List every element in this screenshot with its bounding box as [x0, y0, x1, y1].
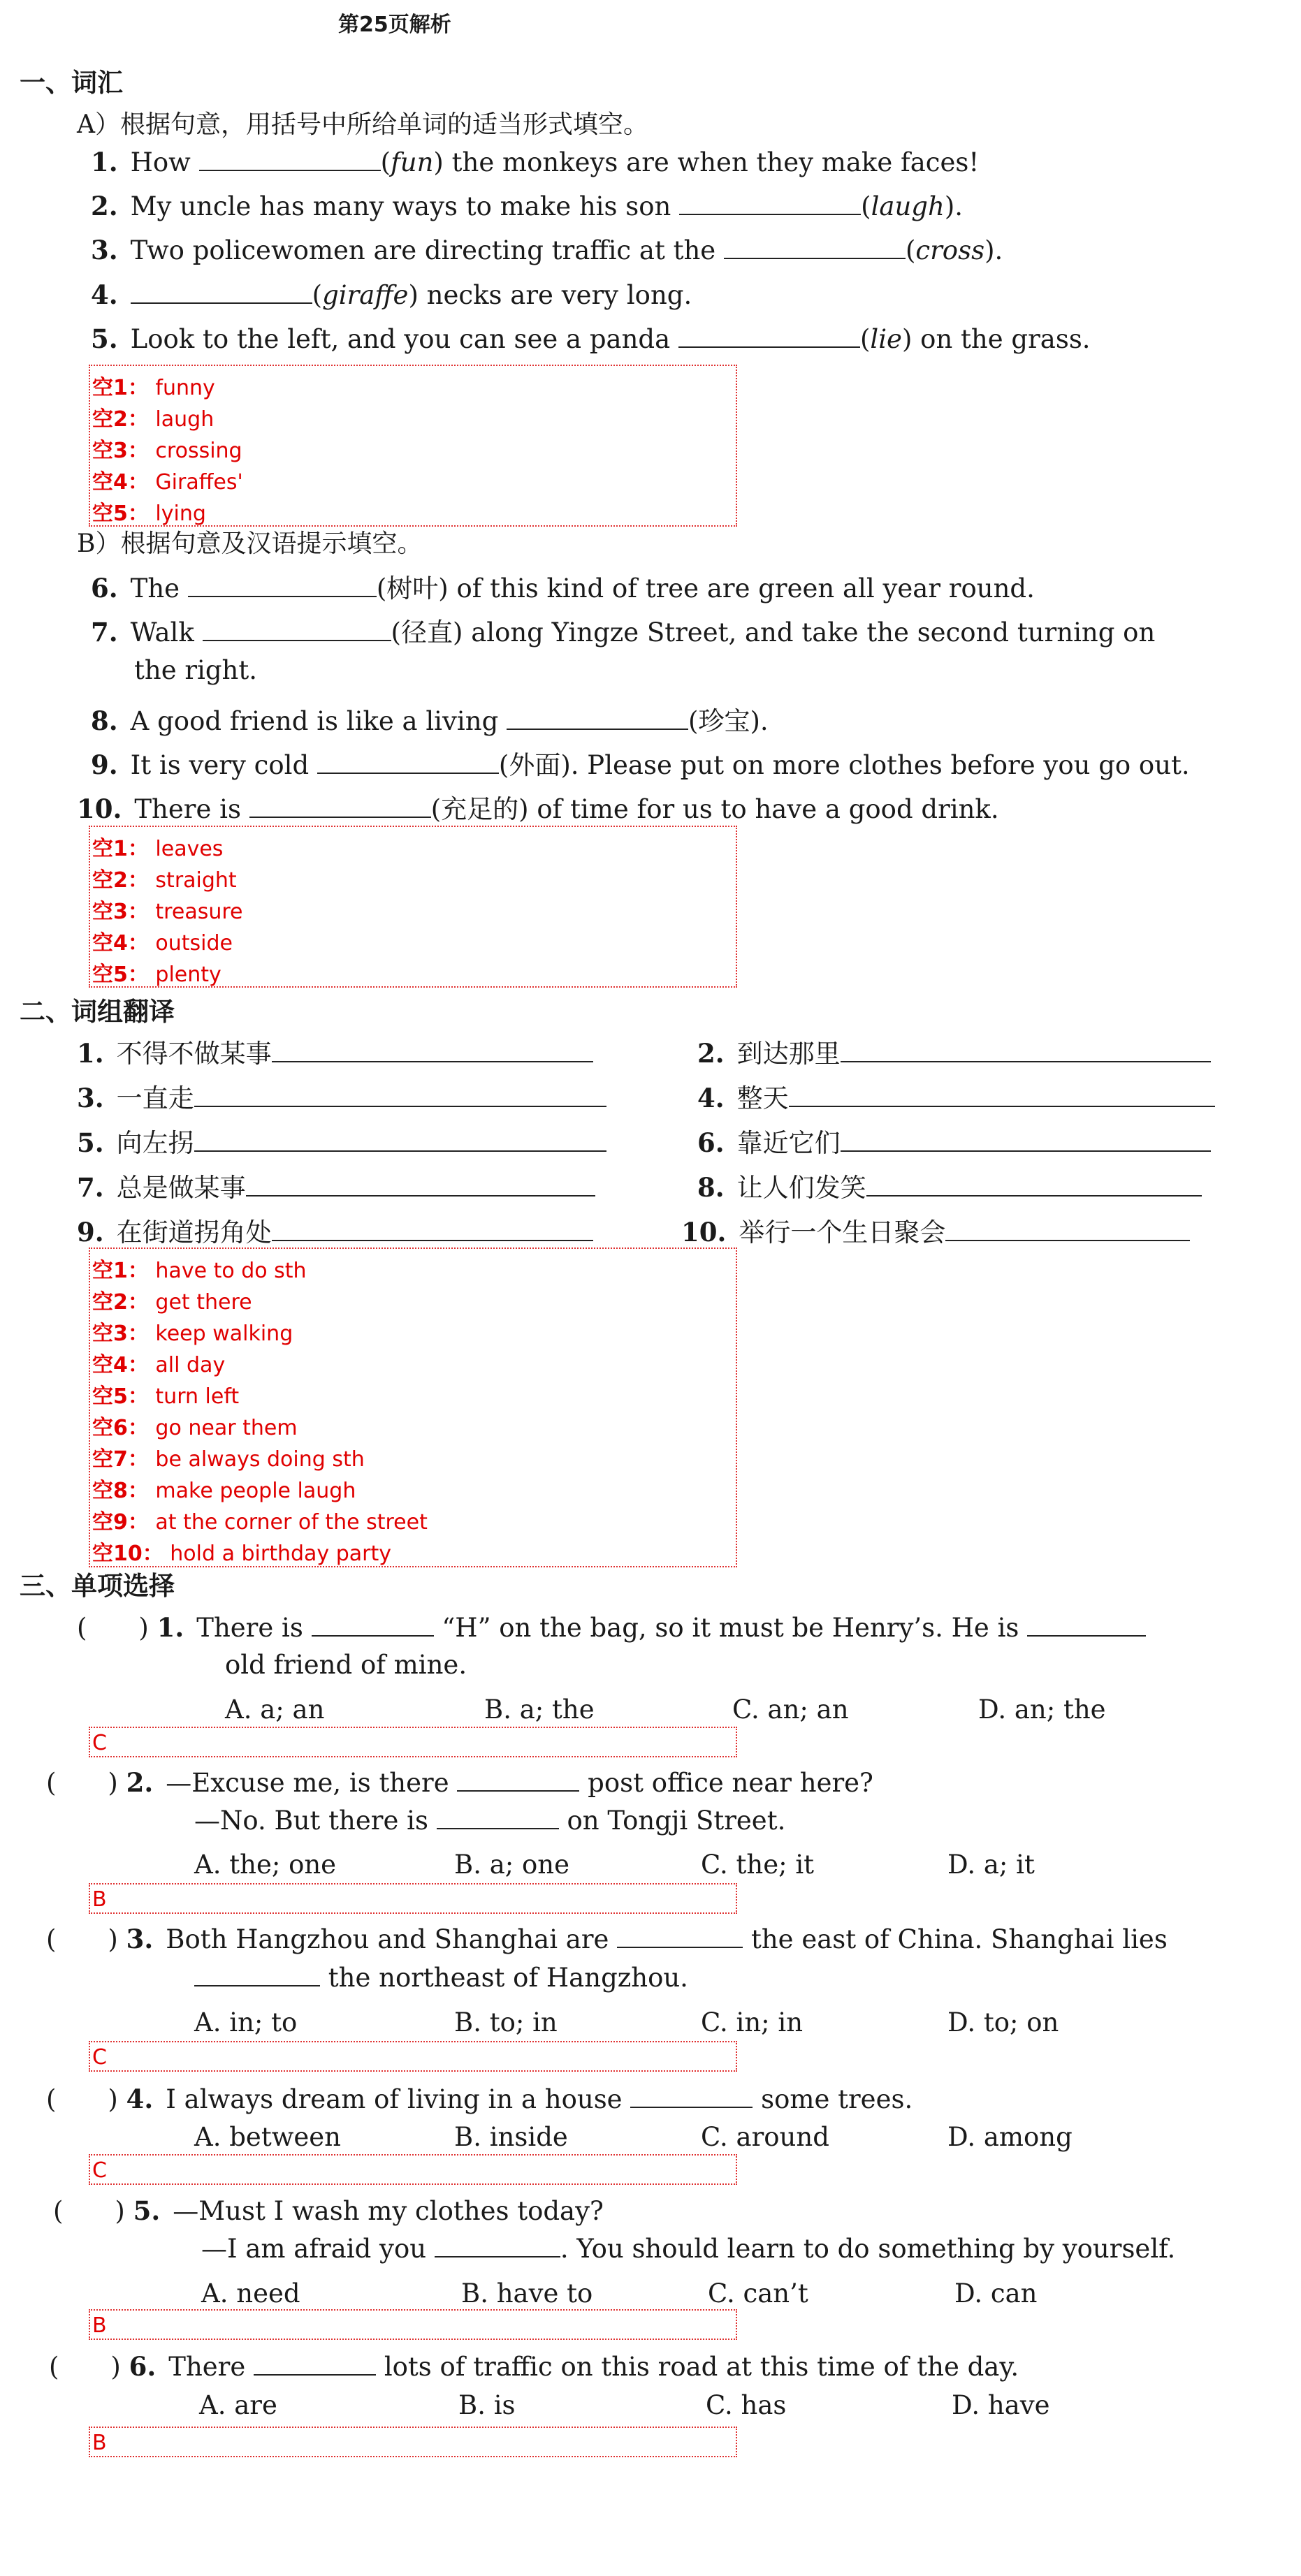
choice-answer-1: C	[92, 1731, 107, 1755]
answer-line: 空10： hold a birthday party	[92, 1542, 391, 1566]
choice-question-5: ( ) 5. —Must I wash my clothes today?	[53, 2195, 604, 2226]
phrase-item-4: 4. 整天	[697, 1077, 1215, 1115]
choice-question-6: ( ) 6. There lots of traffic on this road at this time of the day.	[49, 2351, 1019, 2382]
option: D. a; it	[947, 1850, 1035, 1880]
option: A. in; to	[194, 2007, 298, 2037]
choice-question-2-line2: —No. But there is on Tongji Street.	[194, 1806, 786, 1836]
section-title-phrase-translation: 二、词组翻译	[20, 997, 175, 1027]
question-1: 1. How (fun) the monkeys are when they make faces!	[91, 147, 980, 177]
choice-answer-3: C	[92, 2045, 107, 2070]
option: D. to; on	[947, 2007, 1059, 2037]
choice-question-4: ( ) 4. I always dream of living in a house some trees.	[46, 2084, 913, 2114]
option: C. in; in	[701, 2007, 804, 2037]
option: C. has	[706, 2390, 787, 2420]
choice-question-3: ( ) 3. Both Hangzhou and Shanghai are the east of China. Shanghai lies	[46, 1924, 1168, 1954]
phrase-item-8: 8. 让人们发笑	[697, 1166, 1202, 1204]
option: B. a; one	[454, 1850, 570, 1880]
answer-line: 空7： be always doing sth	[92, 1447, 365, 1472]
question-10: 10. There is (充足的) of time for us to have a good drink.	[77, 793, 999, 824]
answer-line: 空1： leaves	[92, 837, 224, 861]
section-title-vocabulary: 一、词汇	[20, 68, 123, 98]
option: A. the; one	[194, 1850, 337, 1880]
answer-box-choice-2	[89, 1883, 737, 1914]
answer-line: 空4： all day	[92, 1353, 226, 1377]
question-6: 6. The (树叶) of this kind of tree are green all year round.	[91, 573, 1035, 603]
option: C. the; it	[701, 1850, 815, 1880]
choice-answer-4: C	[92, 2158, 107, 2183]
option: D. have	[952, 2390, 1050, 2420]
option: A. need	[201, 2278, 300, 2308]
choice-question-2: ( ) 2. —Excuse me, is there post office near here?	[46, 1767, 873, 1798]
option: D. an; the	[978, 1695, 1106, 1725]
answer-line: 空2： laugh	[92, 407, 215, 432]
part-a-instruction: A）根据句意，用括号中所给单词的适当形式填空。	[77, 110, 648, 139]
answer-box-choice-1	[89, 1727, 737, 1757]
question-4: 4. (giraffe) necks are very long.	[91, 279, 692, 310]
phrase-item-9: 9. 在街道拐角处	[77, 1211, 593, 1249]
answer-line: 空8： make people laugh	[92, 1479, 356, 1503]
option: A. a; an	[225, 1695, 325, 1725]
choice-question-3-line2: the northeast of Hangzhou.	[194, 1963, 688, 1993]
question-9: 9. It is very cold (外面). Please put on more clothes before you go out.	[91, 749, 1190, 780]
phrase-item-5: 5. 向左拐	[77, 1122, 606, 1159]
answer-line: 空1： have to do sth	[92, 1259, 307, 1283]
answer-line: 空5： turn left	[92, 1384, 240, 1409]
answer-box-choice-6	[89, 2427, 737, 2457]
phrase-item-2: 2. 到达那里	[697, 1032, 1211, 1070]
choice-answer-2: B	[92, 1887, 107, 1912]
answer-box-choice-4	[89, 2154, 737, 2185]
answer-line: 空4： Giraffes'	[92, 470, 243, 495]
question-3: 3. Two policewomen are directing traffic at the (cross).	[91, 235, 1003, 265]
answer-line: 空6： go near them	[92, 1416, 298, 1440]
choice-answer-5: B	[92, 2313, 107, 2338]
choice-question-5-line2: —I am afraid you . You should learn to do something by yourself.	[201, 2234, 1176, 2264]
answer-box-choice-5	[89, 2309, 737, 2340]
answer-line: 空1： funny	[92, 376, 215, 400]
answer-line: 空4： outside	[92, 931, 233, 956]
choice-question-1: ( ) 1. There is “H” on the bag, so it must be Henry’s. He is	[77, 1607, 1146, 1644]
phrase-item-1: 1. 不得不做某事	[77, 1032, 593, 1070]
option: C. can’t	[708, 2278, 808, 2308]
answer-line: 空2： straight	[92, 868, 237, 893]
question-7-continuation: the right.	[134, 655, 258, 685]
answer-line: 空2： get there	[92, 1290, 252, 1315]
option: B. inside	[454, 2122, 568, 2152]
answer-line: 空3： treasure	[92, 900, 243, 924]
page-header: 第25页解析	[338, 13, 451, 37]
phrase-item-10: 10. 举行一个生日聚会	[681, 1211, 1190, 1249]
phrase-item-6: 6. 靠近它们	[697, 1122, 1211, 1159]
choice-answer-6: B	[92, 2431, 107, 2455]
part-b-instruction: B）根据句意及汉语提示填空。	[77, 529, 423, 558]
option: A. between	[194, 2122, 341, 2152]
answer-box-choice-3	[89, 2041, 737, 2072]
question-2: 2. My uncle has many ways to make his son (laugh).	[91, 191, 964, 221]
question-7: 7. Walk (径直) along Yingze Street, and take the second turning on	[91, 617, 1156, 647]
option: C. around	[701, 2122, 829, 2152]
option: C. an; an	[732, 1695, 849, 1725]
option: D. among	[947, 2122, 1073, 2152]
option: A. are	[199, 2390, 277, 2420]
section-title-multiple-choice: 三、单项选择	[20, 1571, 175, 1601]
option: D. can	[954, 2278, 1038, 2308]
option: B. a; the	[484, 1695, 595, 1725]
question-5: 5. Look to the left, and you can see a panda (lie) on the grass.	[91, 323, 1091, 354]
phrase-item-7: 7. 总是做某事	[77, 1166, 595, 1204]
option: B. have to	[461, 2278, 593, 2308]
answer-line: 空5： lying	[92, 502, 206, 526]
phrase-item-3: 3. 一直走	[77, 1077, 606, 1115]
choice-question-1-line2: old friend of mine.	[225, 1650, 467, 1680]
answer-line: 空5： plenty	[92, 963, 221, 987]
answer-line: 空3： crossing	[92, 439, 242, 463]
option: B. is	[458, 2390, 516, 2420]
answer-line: 空3： keep walking	[92, 1322, 293, 1346]
option: B. to; in	[454, 2007, 558, 2037]
answer-line: 空9： at the corner of the street	[92, 1510, 428, 1535]
question-8: 8. A good friend is like a living (珍宝).	[91, 705, 769, 736]
